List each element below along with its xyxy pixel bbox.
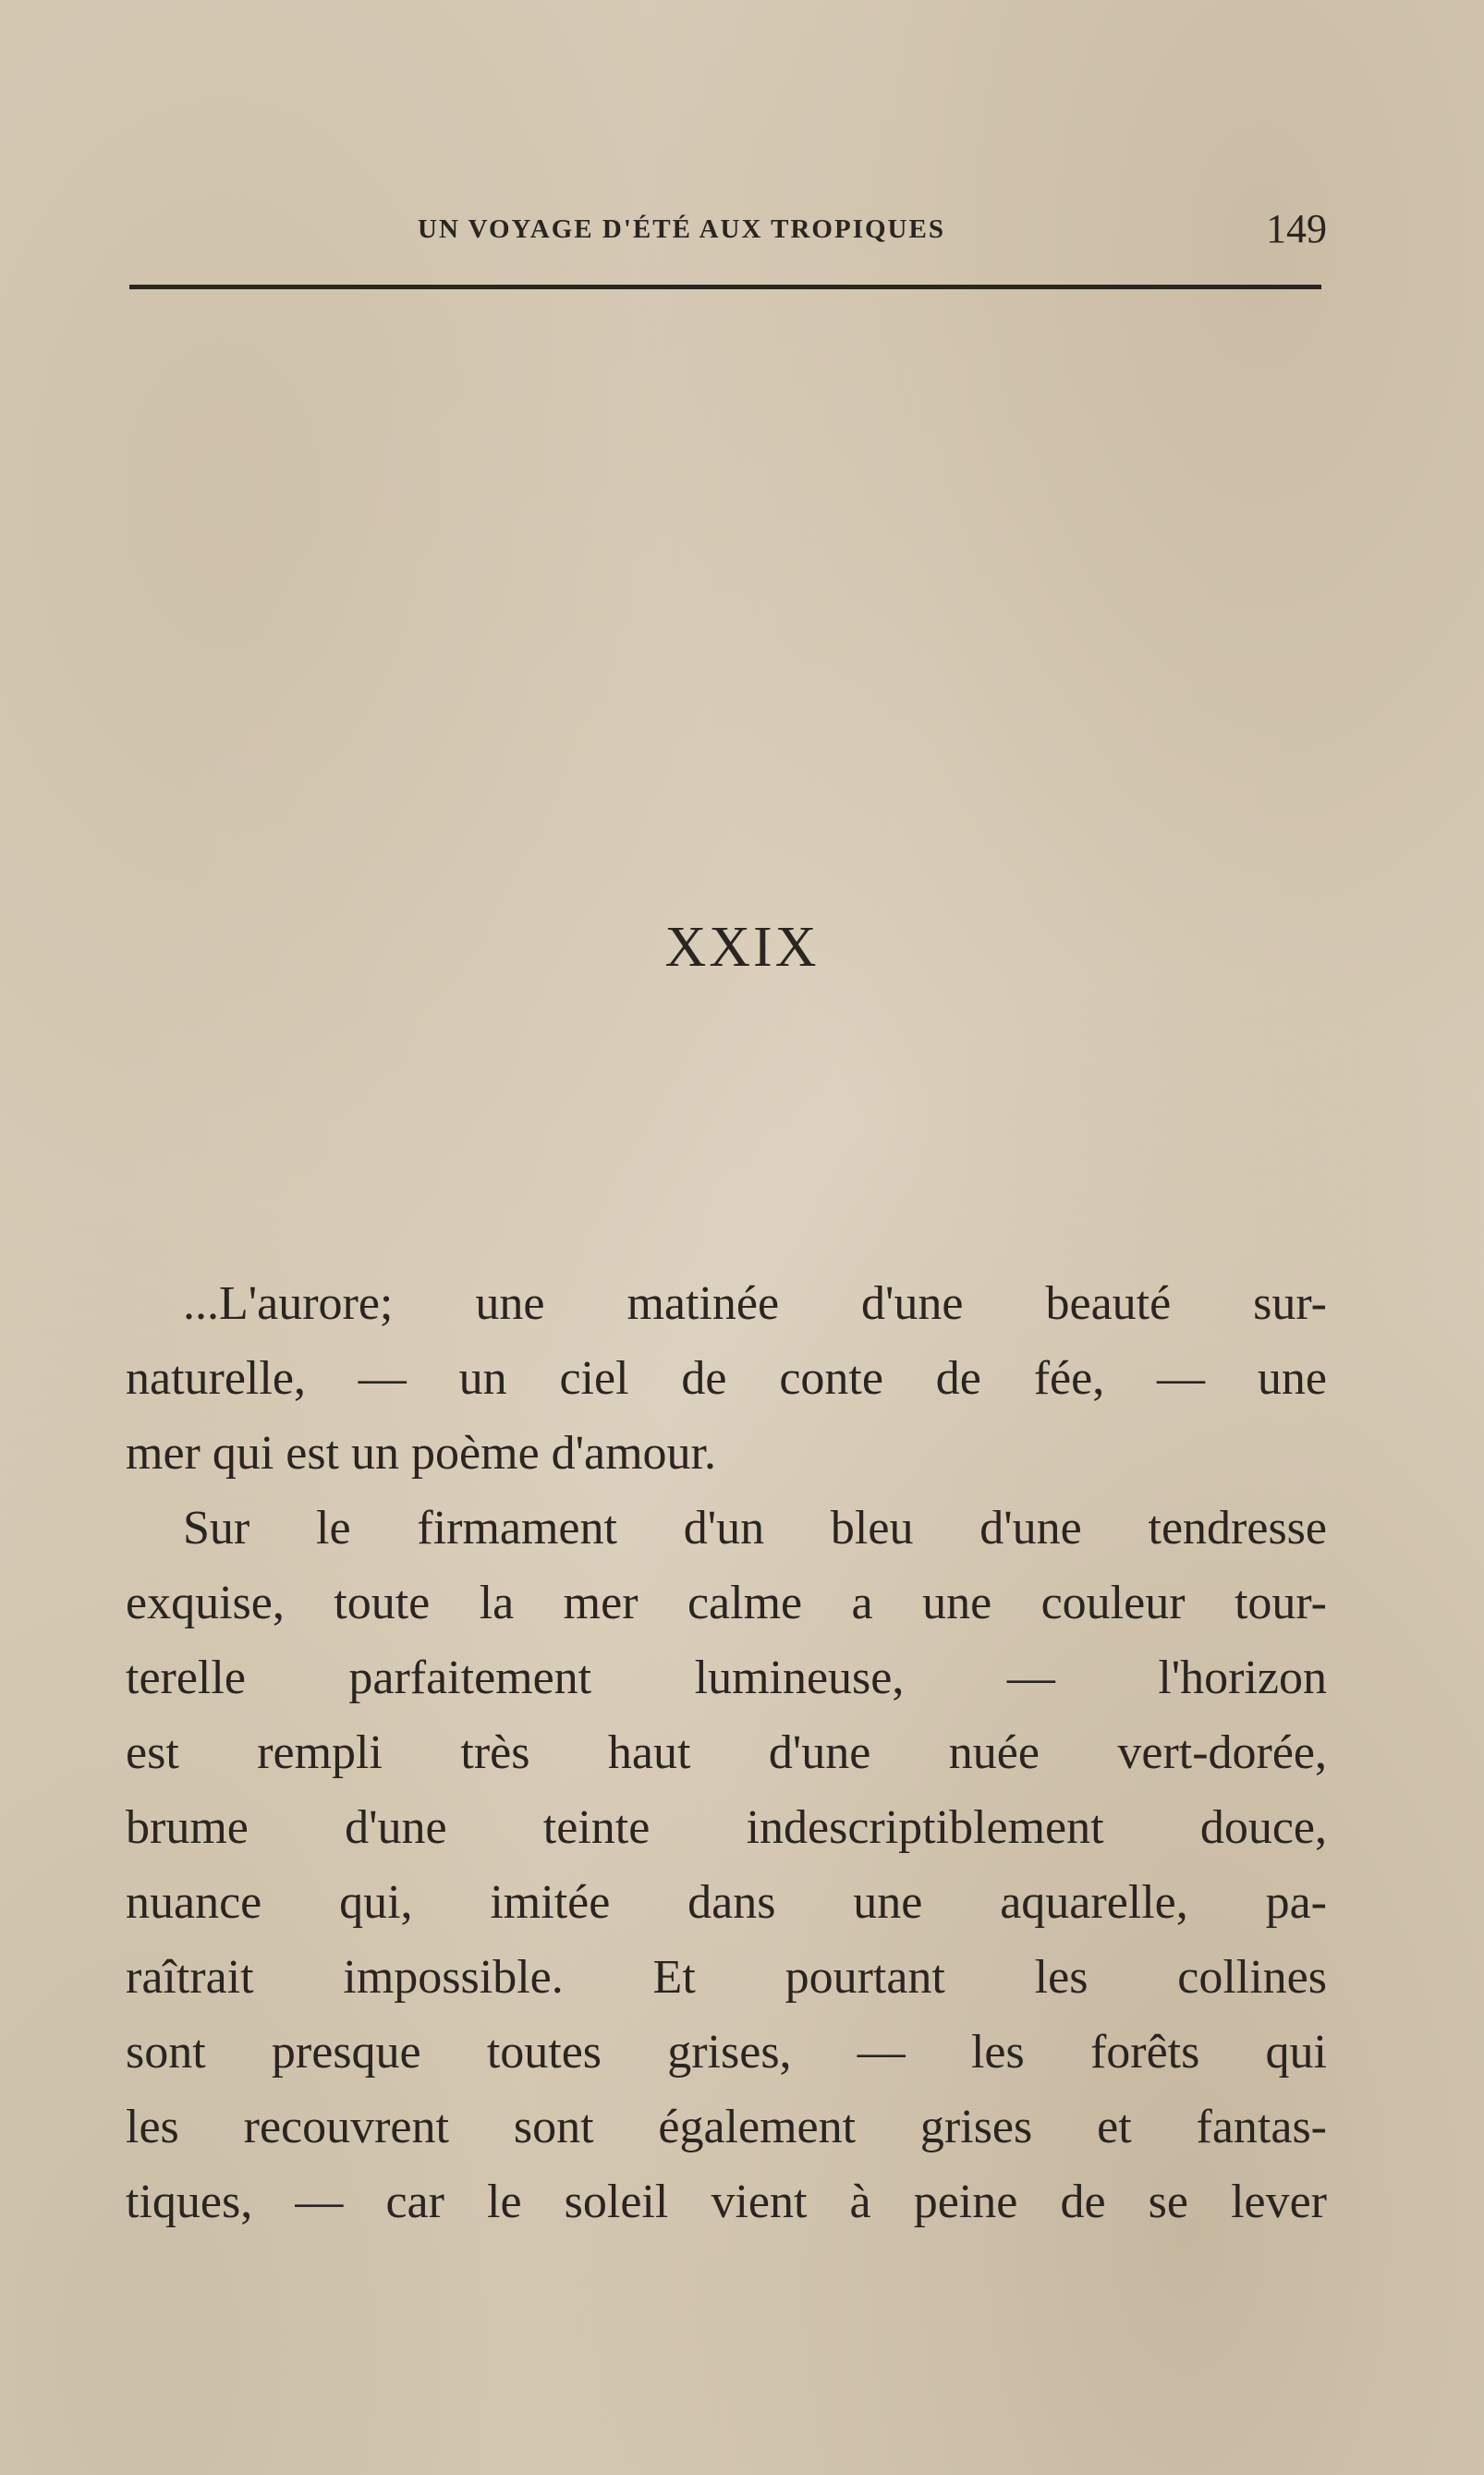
header-rule xyxy=(129,285,1321,289)
text-line: mer qui est un poème d'amour. xyxy=(126,1427,717,1480)
text-line: brume d'une teinte indescriptiblement douce, xyxy=(126,1801,1327,1854)
text-line: est rempli très haut d'une nuée vert-dorée, xyxy=(126,1726,1327,1779)
text-line: les recouvrent sont également grises et fantas- xyxy=(126,2101,1327,2153)
text-line: naturelle, — un ciel de conte de fée, — une xyxy=(126,1352,1327,1405)
text-line: ...L'aurore; une matinée d'une beauté sur- xyxy=(183,1277,1327,1330)
text-line: tiques, — car le soleil vient à peine de se lever xyxy=(126,2176,1327,2228)
body-text xyxy=(126,1266,1327,2239)
text-line: terelle parfaitement lumineuse, — l'horizon xyxy=(126,1652,1327,1704)
running-head xyxy=(126,206,1327,266)
page-number: 149 xyxy=(1266,206,1327,251)
text-line: raîtrait impossible. Et pourtant les collines xyxy=(126,1951,1327,2004)
running-title: UN VOYAGE D'ÉTÉ AUX TROPIQUES xyxy=(418,214,945,244)
text-line: exquise, toute la mer calme a une couleur tour- xyxy=(126,1577,1327,1629)
text-line: sont presque toutes grises, — les forêts qui xyxy=(126,2026,1327,2079)
text-line: nuance qui, imitée dans une aquarelle, pa- xyxy=(126,1876,1327,1929)
text-line: Sur le firmament d'un bleu d'une tendresse xyxy=(183,1502,1327,1554)
chapter-number: XXIX xyxy=(664,916,820,979)
